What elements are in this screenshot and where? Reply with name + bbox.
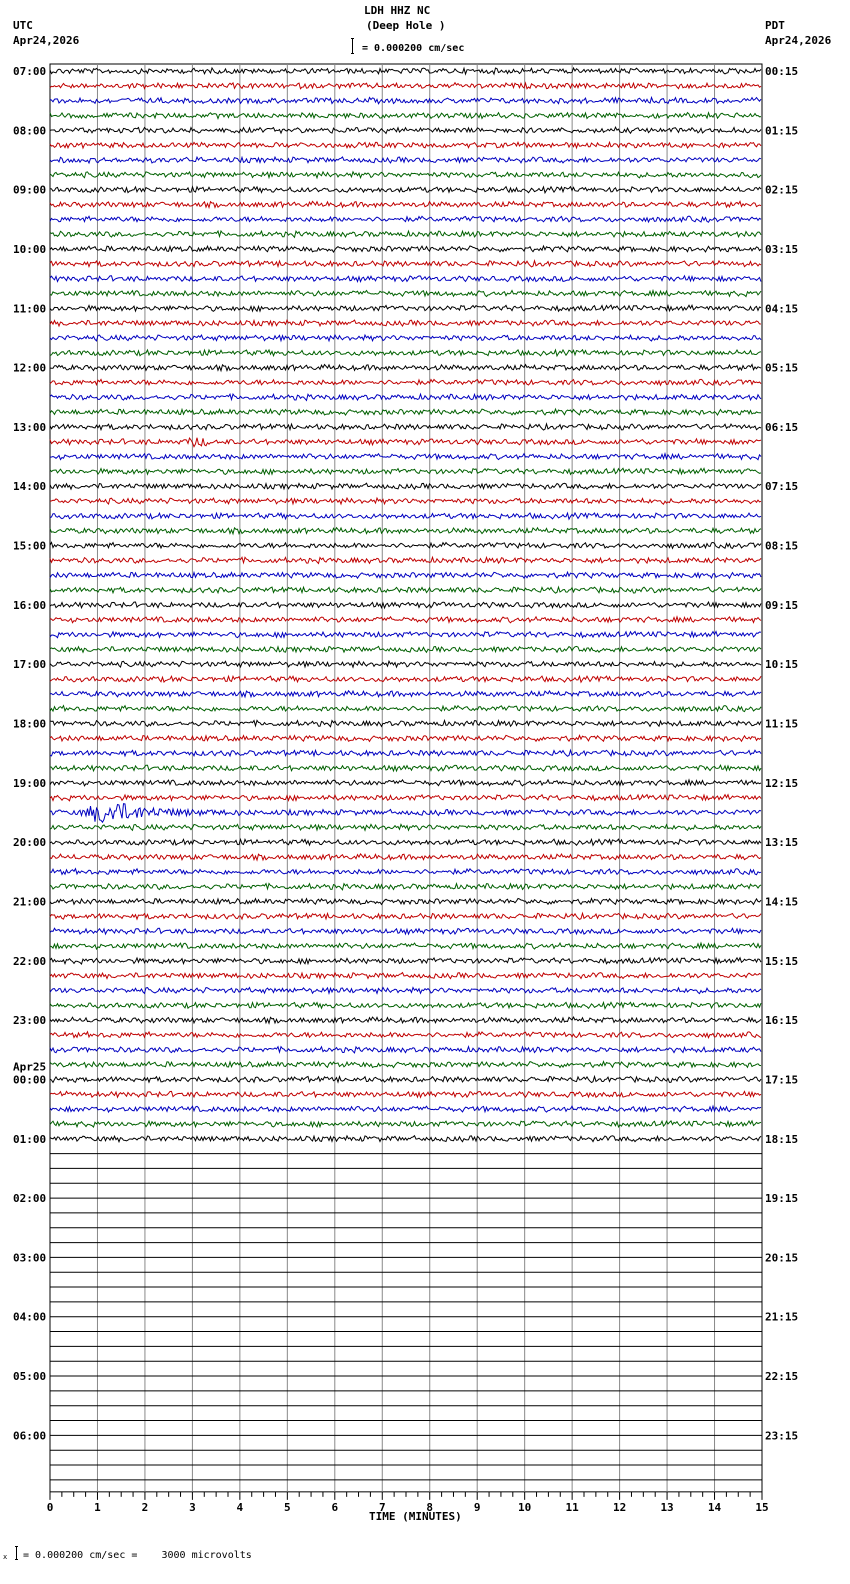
right-hour-label: 17:15	[765, 1073, 799, 1087]
x-tick-label: 11	[565, 1500, 579, 1514]
seismic-trace-row	[50, 305, 761, 311]
x-tick-label: 5	[284, 1500, 291, 1514]
seismic-trace-row	[50, 804, 761, 823]
x-tick-label: 14	[707, 1500, 722, 1514]
seismic-trace-row	[50, 98, 761, 104]
right-hour-label: 20:15	[765, 1251, 799, 1265]
x-tick-label: 3	[189, 1500, 196, 1514]
left-hour-label: 09:00	[13, 183, 47, 197]
right-hour-label: 13:15	[765, 836, 799, 850]
seismic-trace-row	[50, 765, 761, 771]
left-hour-label: 07:00	[13, 65, 47, 78]
right-hour-label: 03:15	[765, 242, 799, 256]
seismic-trace-row	[50, 973, 761, 979]
right-time-zone: PDT	[765, 19, 785, 32]
seismic-trace-row	[50, 572, 761, 578]
seismic-trace-row	[50, 424, 761, 430]
seismic-trace-row	[50, 172, 761, 178]
seismic-trace-row	[50, 1091, 761, 1097]
x-tick-label: 9	[473, 1500, 481, 1514]
seismic-trace-row	[50, 394, 761, 400]
left-hour-label: 20:00	[13, 836, 47, 850]
seismic-trace-row	[50, 231, 761, 237]
seismic-trace-row	[50, 706, 761, 712]
seismic-trace-row	[50, 1017, 761, 1023]
seismic-trace-row	[50, 750, 761, 756]
x-tick-label: 4	[236, 1500, 244, 1514]
seismic-trace-row	[50, 988, 761, 994]
left-hour-label: 05:00	[13, 1370, 47, 1384]
date-change-label: Apr25	[13, 1060, 47, 1074]
right-hour-label: 10:15	[765, 658, 799, 672]
right-hour-label: 02:15	[765, 183, 799, 197]
seismic-trace-row	[50, 735, 761, 741]
seismic-trace-row	[50, 542, 761, 548]
right-date: Apr24,2026	[765, 34, 832, 47]
seismic-trace-row	[50, 438, 761, 447]
seismic-trace-row	[50, 854, 761, 860]
seismic-trace-row	[50, 824, 761, 830]
right-hour-label: 09:15	[765, 598, 799, 612]
seismic-trace-row	[50, 1121, 761, 1127]
right-hour-label: 21:15	[765, 1310, 799, 1324]
left-date: Apr24,2026	[13, 34, 80, 47]
left-hour-label: 22:00	[13, 954, 47, 968]
seismic-trace-row	[50, 720, 761, 726]
x-tick-label: 6	[331, 1500, 339, 1514]
seismic-trace-row	[50, 350, 761, 356]
right-hour-label: 23:15	[765, 1429, 799, 1443]
seismic-trace-row	[50, 1002, 761, 1008]
footer-scale-note: = 0.000200 cm/sec = 3000 microvolts	[23, 1550, 252, 1561]
seismic-trace-row	[50, 68, 761, 74]
footer-scale-icon	[3, 1545, 19, 1561]
seismic-trace-row	[50, 409, 761, 415]
seismic-trace-row	[50, 943, 761, 949]
seismic-trace-row	[50, 127, 761, 133]
right-hour-label: 19:15	[765, 1192, 799, 1206]
seismic-trace-row	[50, 557, 761, 563]
x-tick-label: 10	[518, 1500, 532, 1514]
left-hour-label: 06:00	[13, 1429, 47, 1443]
station-title: LDH HHZ NC	[364, 4, 431, 17]
left-hour-label: 16:00	[13, 598, 47, 612]
seismic-trace-row	[50, 528, 761, 534]
right-hour-label: 15:15	[765, 954, 799, 968]
seismic-trace-row	[50, 617, 761, 623]
x-tick-label: 15	[755, 1500, 769, 1514]
seismic-trace-row	[50, 1136, 761, 1142]
seismic-trace-row	[50, 454, 761, 460]
left-time-zone: UTC	[13, 19, 33, 32]
right-hour-label: 07:15	[765, 480, 799, 494]
seismic-trace-row	[50, 113, 761, 119]
x-axis-label: TIME (MINUTES)	[369, 1510, 462, 1523]
seismic-trace-row	[50, 483, 761, 489]
left-hour-label: 21:00	[13, 895, 47, 909]
right-hour-label: 06:15	[765, 420, 799, 434]
seismic-trace-row	[50, 365, 761, 371]
right-hour-label: 04:15	[765, 302, 799, 316]
right-hour-label: 01:15	[765, 124, 799, 138]
seismic-trace-row	[50, 142, 761, 148]
right-hour-label: 05:15	[765, 361, 799, 375]
seismic-trace-row	[50, 958, 761, 964]
x-tick-label: 7	[378, 1500, 386, 1514]
right-hour-label: 08:15	[765, 539, 799, 553]
right-hour-label: 11:15	[765, 717, 799, 731]
seismic-trace-row	[50, 795, 761, 801]
seismic-trace-row	[50, 1062, 761, 1068]
seismic-trace-row	[50, 676, 761, 682]
seismic-trace-row	[50, 661, 761, 667]
left-hour-label: 23:00	[13, 1014, 47, 1028]
right-hour-label: 18:15	[765, 1132, 799, 1146]
seismic-trace-row	[50, 276, 761, 282]
seismic-trace-row	[50, 1077, 761, 1083]
left-hour-label: 02:00	[13, 1192, 47, 1206]
left-hour-label: 08:00	[13, 124, 47, 138]
left-hour-label: 19:00	[13, 776, 47, 790]
svg-text:x: x	[3, 1553, 8, 1561]
right-hour-label: 16:15	[765, 1014, 799, 1028]
seismic-trace-row	[50, 632, 761, 638]
seismic-trace-row	[50, 884, 761, 890]
scale-text: = 0.000200 cm/sec	[362, 43, 465, 54]
seismic-trace-row	[50, 780, 761, 786]
seismic-trace-row	[50, 587, 761, 593]
seismic-trace-row	[50, 602, 761, 608]
seismic-trace-row	[50, 379, 761, 385]
left-hour-label: 03:00	[13, 1251, 47, 1265]
seismic-trace-row	[50, 335, 761, 341]
left-hour-label: 11:00	[13, 302, 47, 316]
left-hour-label: 01:00	[13, 1132, 47, 1146]
x-tick-label: 12	[612, 1500, 627, 1514]
seismic-trace-row	[50, 187, 761, 193]
seismic-trace-row	[50, 1047, 761, 1053]
right-hour-label: 12:15	[765, 776, 799, 790]
seismic-trace-row	[50, 320, 761, 326]
seismic-trace-row	[50, 498, 761, 504]
left-hour-label: 14:00	[13, 480, 47, 494]
left-hour-label: 04:00	[13, 1310, 47, 1324]
left-hour-label: 10:00	[13, 242, 47, 256]
seismic-trace-row	[50, 646, 761, 652]
x-tick-label: 13	[660, 1500, 674, 1514]
x-tick-label: 1	[94, 1500, 101, 1514]
x-tick-label: 2	[141, 1500, 149, 1514]
seismic-trace-row	[50, 261, 761, 267]
seismic-trace-row	[50, 291, 761, 297]
station-location: (Deep Hole )	[366, 19, 446, 32]
right-hour-label: 00:15	[765, 65, 799, 78]
seismic-trace-row	[50, 839, 761, 845]
left-hour-label: 18:00	[13, 717, 47, 731]
seismic-trace-row	[50, 1106, 761, 1112]
left-hour-label: 00:00	[13, 1073, 47, 1087]
right-hour-label: 14:15	[765, 895, 799, 909]
seismic-trace-row	[50, 83, 761, 89]
seismic-trace-row	[50, 899, 761, 905]
left-hour-label: 17:00	[13, 658, 47, 672]
seismic-trace-row	[50, 468, 761, 474]
x-tick-label: 0	[46, 1500, 54, 1514]
seismic-trace-row	[50, 691, 761, 697]
left-hour-label: 12:00	[13, 361, 47, 375]
x-tick-label: 8	[426, 1500, 434, 1514]
seismic-trace-row	[50, 246, 761, 252]
seismic-trace-row	[50, 913, 761, 919]
left-hour-label: 13:00	[13, 420, 47, 434]
seismic-trace-row	[50, 201, 761, 207]
seismic-trace-row	[50, 869, 761, 875]
seismic-trace-row	[50, 216, 761, 222]
seismic-trace-row	[50, 1032, 761, 1038]
seismic-trace-row	[50, 928, 761, 934]
left-hour-label: 15:00	[13, 539, 47, 553]
seismic-trace-row	[50, 157, 761, 163]
right-hour-label: 22:15	[765, 1370, 799, 1384]
seismic-trace-row	[50, 513, 761, 519]
